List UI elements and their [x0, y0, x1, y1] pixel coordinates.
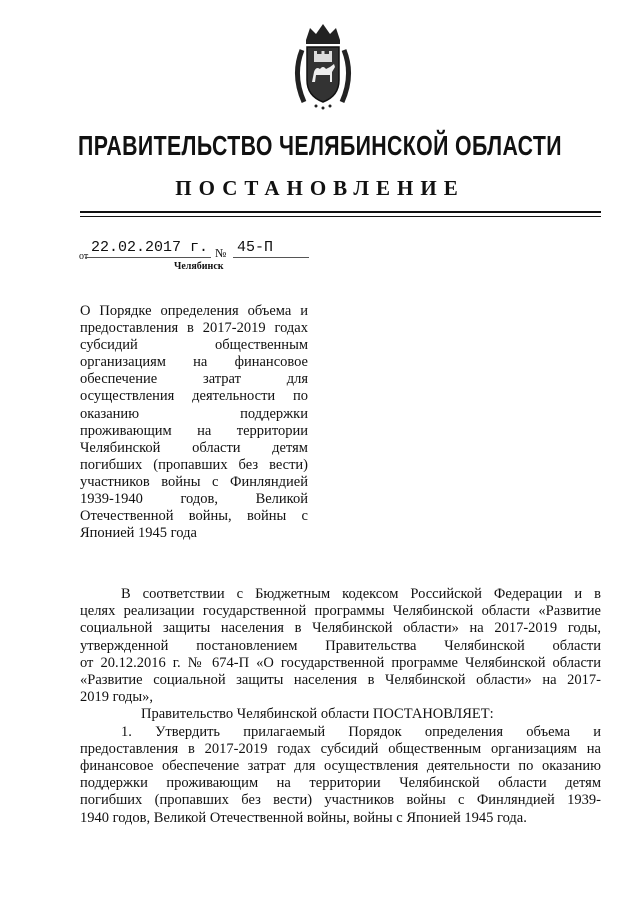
preamble-paragraph: [80, 586, 601, 706]
organization-title: ПРАВИТЕЛЬСТВО ЧЕЛЯБИНСКОЙ ОБЛАСТИ: [78, 130, 562, 161]
resolution-paragraph: Правительство Челябинской области ПОСТАНОВЛЯЕТ:: [141, 706, 494, 723]
subject-line: организациям на финансовое: [80, 354, 308, 371]
body-line: погибших (пропавших без вести) участников войны с Финляндией 1939-: [80, 792, 601, 809]
subject-line: проживающим на территории: [80, 422, 308, 439]
subject-line: 1939-1940 годов, Великой: [80, 491, 308, 508]
body-line: 1. Утвердить прилагаемый Порядок определения объема и: [121, 723, 601, 740]
subject-line: субсидий общественным: [80, 337, 308, 354]
body-line: 1940 годов, Великой Отечественной войны, войны с Японией 1945 года.: [80, 809, 527, 826]
subject-line: обеспечение затрат для: [80, 371, 308, 388]
body-line: В соответствии с Бюджетным кодексом Российской Федерации и в: [121, 586, 601, 602]
body-line: 2019 годы»,: [80, 689, 154, 706]
subject-line: Японией 1945 года: [80, 525, 197, 542]
subject-line: предоставления в 2017-2019 годах: [80, 320, 308, 337]
header-rule-thick: [80, 211, 601, 213]
header-rule-thin: [80, 216, 601, 217]
document-subject: [80, 303, 308, 542]
subject-line: Отечественной войны, войны с: [80, 508, 308, 525]
subject-line: Челябинской области детям: [80, 439, 308, 456]
document-body: [80, 586, 601, 827]
subject-line: осуществления деятельности по: [80, 388, 308, 405]
document-type: ПОСТАНОВЛЕНИЕ: [175, 176, 465, 200]
body-line: целях реализации государственной программы Челябинской области «Развитие: [80, 603, 601, 620]
body-line: «Развитие социальной защиты населения в Челябинской области» на 2017-: [80, 672, 601, 689]
document-number: 45-П: [233, 239, 309, 258]
document-city: Челябинск: [174, 261, 224, 272]
subject-line: оказанию поддержки: [80, 405, 308, 422]
number-sign: №: [215, 246, 227, 260]
body-line: предоставления в 2017-2019 годах субсидий общественным организациям на: [80, 740, 601, 757]
date-prefix: от: [79, 251, 89, 262]
body-line: финансовое обеспечение затрат для осуществления деятельности по оказанию: [80, 758, 601, 775]
body-line: поддержки проживающим на территории Челябинской области детям: [80, 775, 601, 792]
item-1-paragraph: [80, 724, 601, 827]
coat-of-arms-icon: [292, 20, 354, 112]
body-line: утвержденной постановлением Правительства Челябинской области: [80, 637, 601, 654]
subject-line: О Порядке определения объема и: [80, 303, 308, 319]
body-line: от 20.12.2016 г. № 674-П «О государственной программе Челябинской области: [80, 654, 601, 671]
subject-line: погибших (пропавших без вести): [80, 456, 308, 473]
body-line: социальной защиты населения в Челябинской области» на 2017-2019 годы,: [80, 620, 601, 637]
subject-line: участников войны с Финляндией: [80, 473, 308, 490]
document-date: 22.02.2017 г.: [85, 239, 211, 258]
